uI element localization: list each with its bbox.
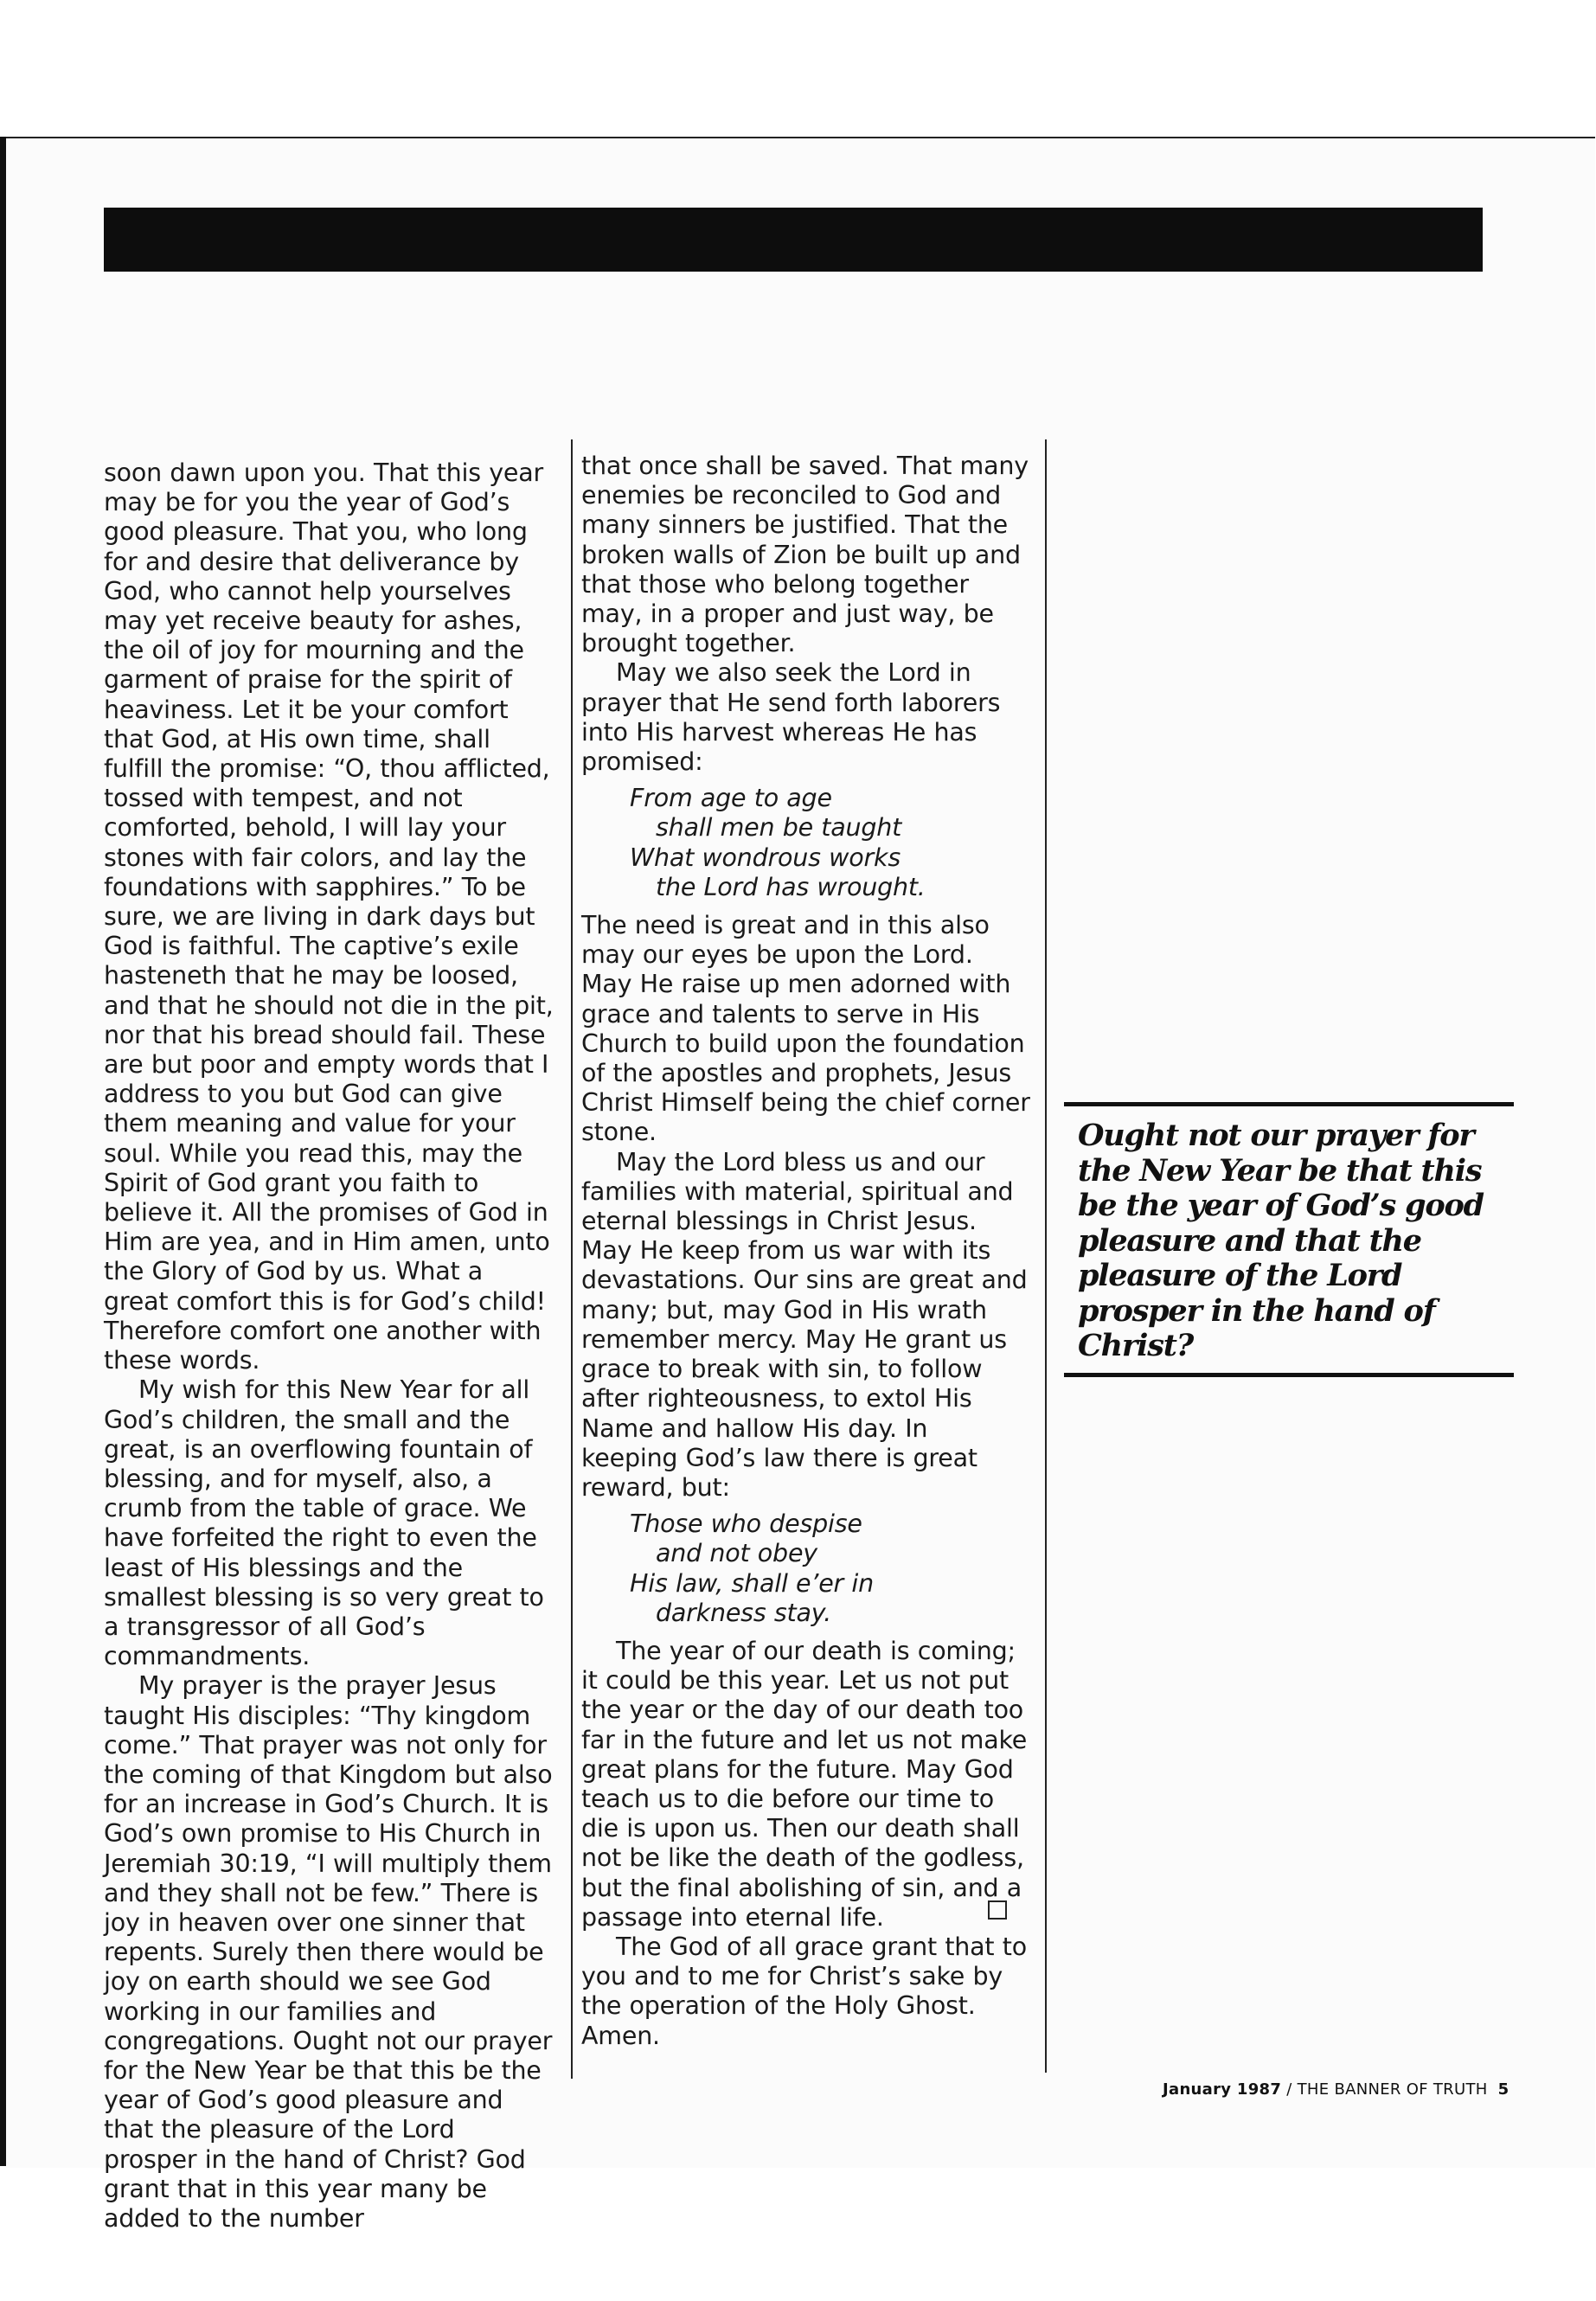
col2-paragraph-5: The year of our death is coming; it could be this year. Let us not put the year or the day of our death too far in the future and let us not make great plans for the future. May God teach us to die before our time to die is upon us. Then our death shall not be like the death of the godless, but the final abolishing of sin, and a passage into eternal life. — [581, 1636, 1028, 1932]
footer-date: January 1987 — [1163, 2080, 1282, 2099]
article-column-2 — [581, 452, 1031, 2051]
poem-line: His law, shall e’er in — [630, 1568, 875, 1598]
scan-top-margin — [0, 0, 1596, 137]
poem-line: and not obey — [656, 1539, 817, 1568]
col2-paragraph-3: The need is great and in this also may our eyes be upon the Lord. May He raise up men adorned with grace and talents to serve in His Church to build upon the foundation of the apostles and prophets, Jesus Christ Himself being the chief corner stone. — [581, 911, 1030, 1147]
footer-separator: / — [1281, 2080, 1298, 2099]
poem-line: darkness stay. — [656, 1598, 832, 1627]
col2-paragraph-2: May we also seek the Lord in prayer that He send forth laborers into His harvest whereas He has promised: — [581, 658, 1001, 777]
col1-paragraph-2: My wish for this New Year for all God’s children, the small and the great, is an overflowing fountain of blessing, and for myself, also, a crumb from the table of grace. We have forfeited the right to even the least of His blessings and the smallest blessing is so very great to a transgressor of all God’s commandments. — [104, 1375, 544, 1671]
column-divider-1 — [571, 439, 573, 2079]
poem-line: From age to age — [630, 784, 832, 813]
col1-paragraph-1: soon dawn upon you. That this year may be for you the year of God’s good pleasure. That you, who long for and desire that deliverance by God, who cannot help yourselves may yet receive beauty for ashes, the oil of joy for mourning and the garment of praise for the spirit of heaviness. Let it be your comfort that God, at His own time, shall fulfill the promise: “O, thou afflicted, tossed with tempest, and not comforted, behold, I will lay your stones with fair colors, and lay the foundations with sapphires.” To be sure, we are living in dark days but God is faithful. The captive’s exile hasteneth that he may be loosed, and that he should not die in the pit, nor that his bread should fail. These are but poor and empty words that I address to you but God can give them meaning and value for your soul. While you read this, may the Spirit of God grant you faith to believe it. All the promises of God in Him are yea, and in Him amen, unto the Glory of God by us. What a great comfort this is for God’s child! Therefore comfort one another with these words. — [104, 458, 554, 1375]
page-number: 5 — [1497, 2080, 1509, 2099]
article-column-1 — [104, 458, 554, 2234]
col2-paragraph-6: The God of all grace grant that to you and to me for Christ’s sake by the operation of the Holy Ghost. Amen. — [581, 1932, 1027, 2050]
poem-line: the Lord has wrought. — [656, 872, 926, 901]
page-footer — [1163, 2080, 1509, 2099]
footer-publication: THE BANNER OF TRUTH — [1297, 2080, 1488, 2099]
poem-line: What wondrous works — [630, 843, 901, 872]
header-black-band — [104, 208, 1483, 272]
poem-verse-2 — [630, 1509, 1031, 1628]
col2-paragraph-1: that once shall be saved. That many enemies be reconciled to God and many sinners be justified. That the broken walls of Zion be built up and that those who belong together may, in a proper and just way, be brought together. — [581, 452, 1029, 658]
column-divider-2 — [1045, 439, 1047, 2073]
col2-paragraph-4: May the Lord bless us and our families with material, spiritual and eternal blessings in Christ Jesus. May He keep from us war with its devastations. Our sins are great and many; but, may God in His wrath remember mercy. May He grant us grace to break with sin, to follow after righteousness, to extol His Name and hallow His day. In keeping God’s law there is great reward, but: — [581, 1147, 1028, 1502]
scan-left-edge — [0, 137, 6, 2166]
poem-line: Those who despise — [630, 1509, 862, 1539]
poem-verse-1 — [630, 784, 1031, 902]
end-of-article-box-icon — [988, 1900, 1007, 1920]
pull-quote-text: Ought not our prayer for the New Year be that this be the year of God’s good pleasure and that the pleasure of the Lord prosper in the hand of Christ? — [1078, 1118, 1484, 1363]
pull-quote — [1064, 1102, 1514, 1377]
col1-paragraph-3: My prayer is the prayer Jesus taught His disciples: “Thy kingdom come.” That prayer was not only for the coming of that Kingdom but also for an increase in God’s Church. It is God’s own promise to His Church in Jeremiah 30:19, “I will multiply them and they shall not be few.” There is joy in heaven over one sinner that repents. Surely then there would be joy on earth should we see God working in our families and congregations. Ought not our prayer for the New Year be that this be the year of God’s good pleasure and that the pleasure of the Lord prosper in the hand of Christ? God grant that in this year many be added to the number — [104, 1671, 553, 2233]
poem-line: shall men be taught — [656, 813, 902, 843]
